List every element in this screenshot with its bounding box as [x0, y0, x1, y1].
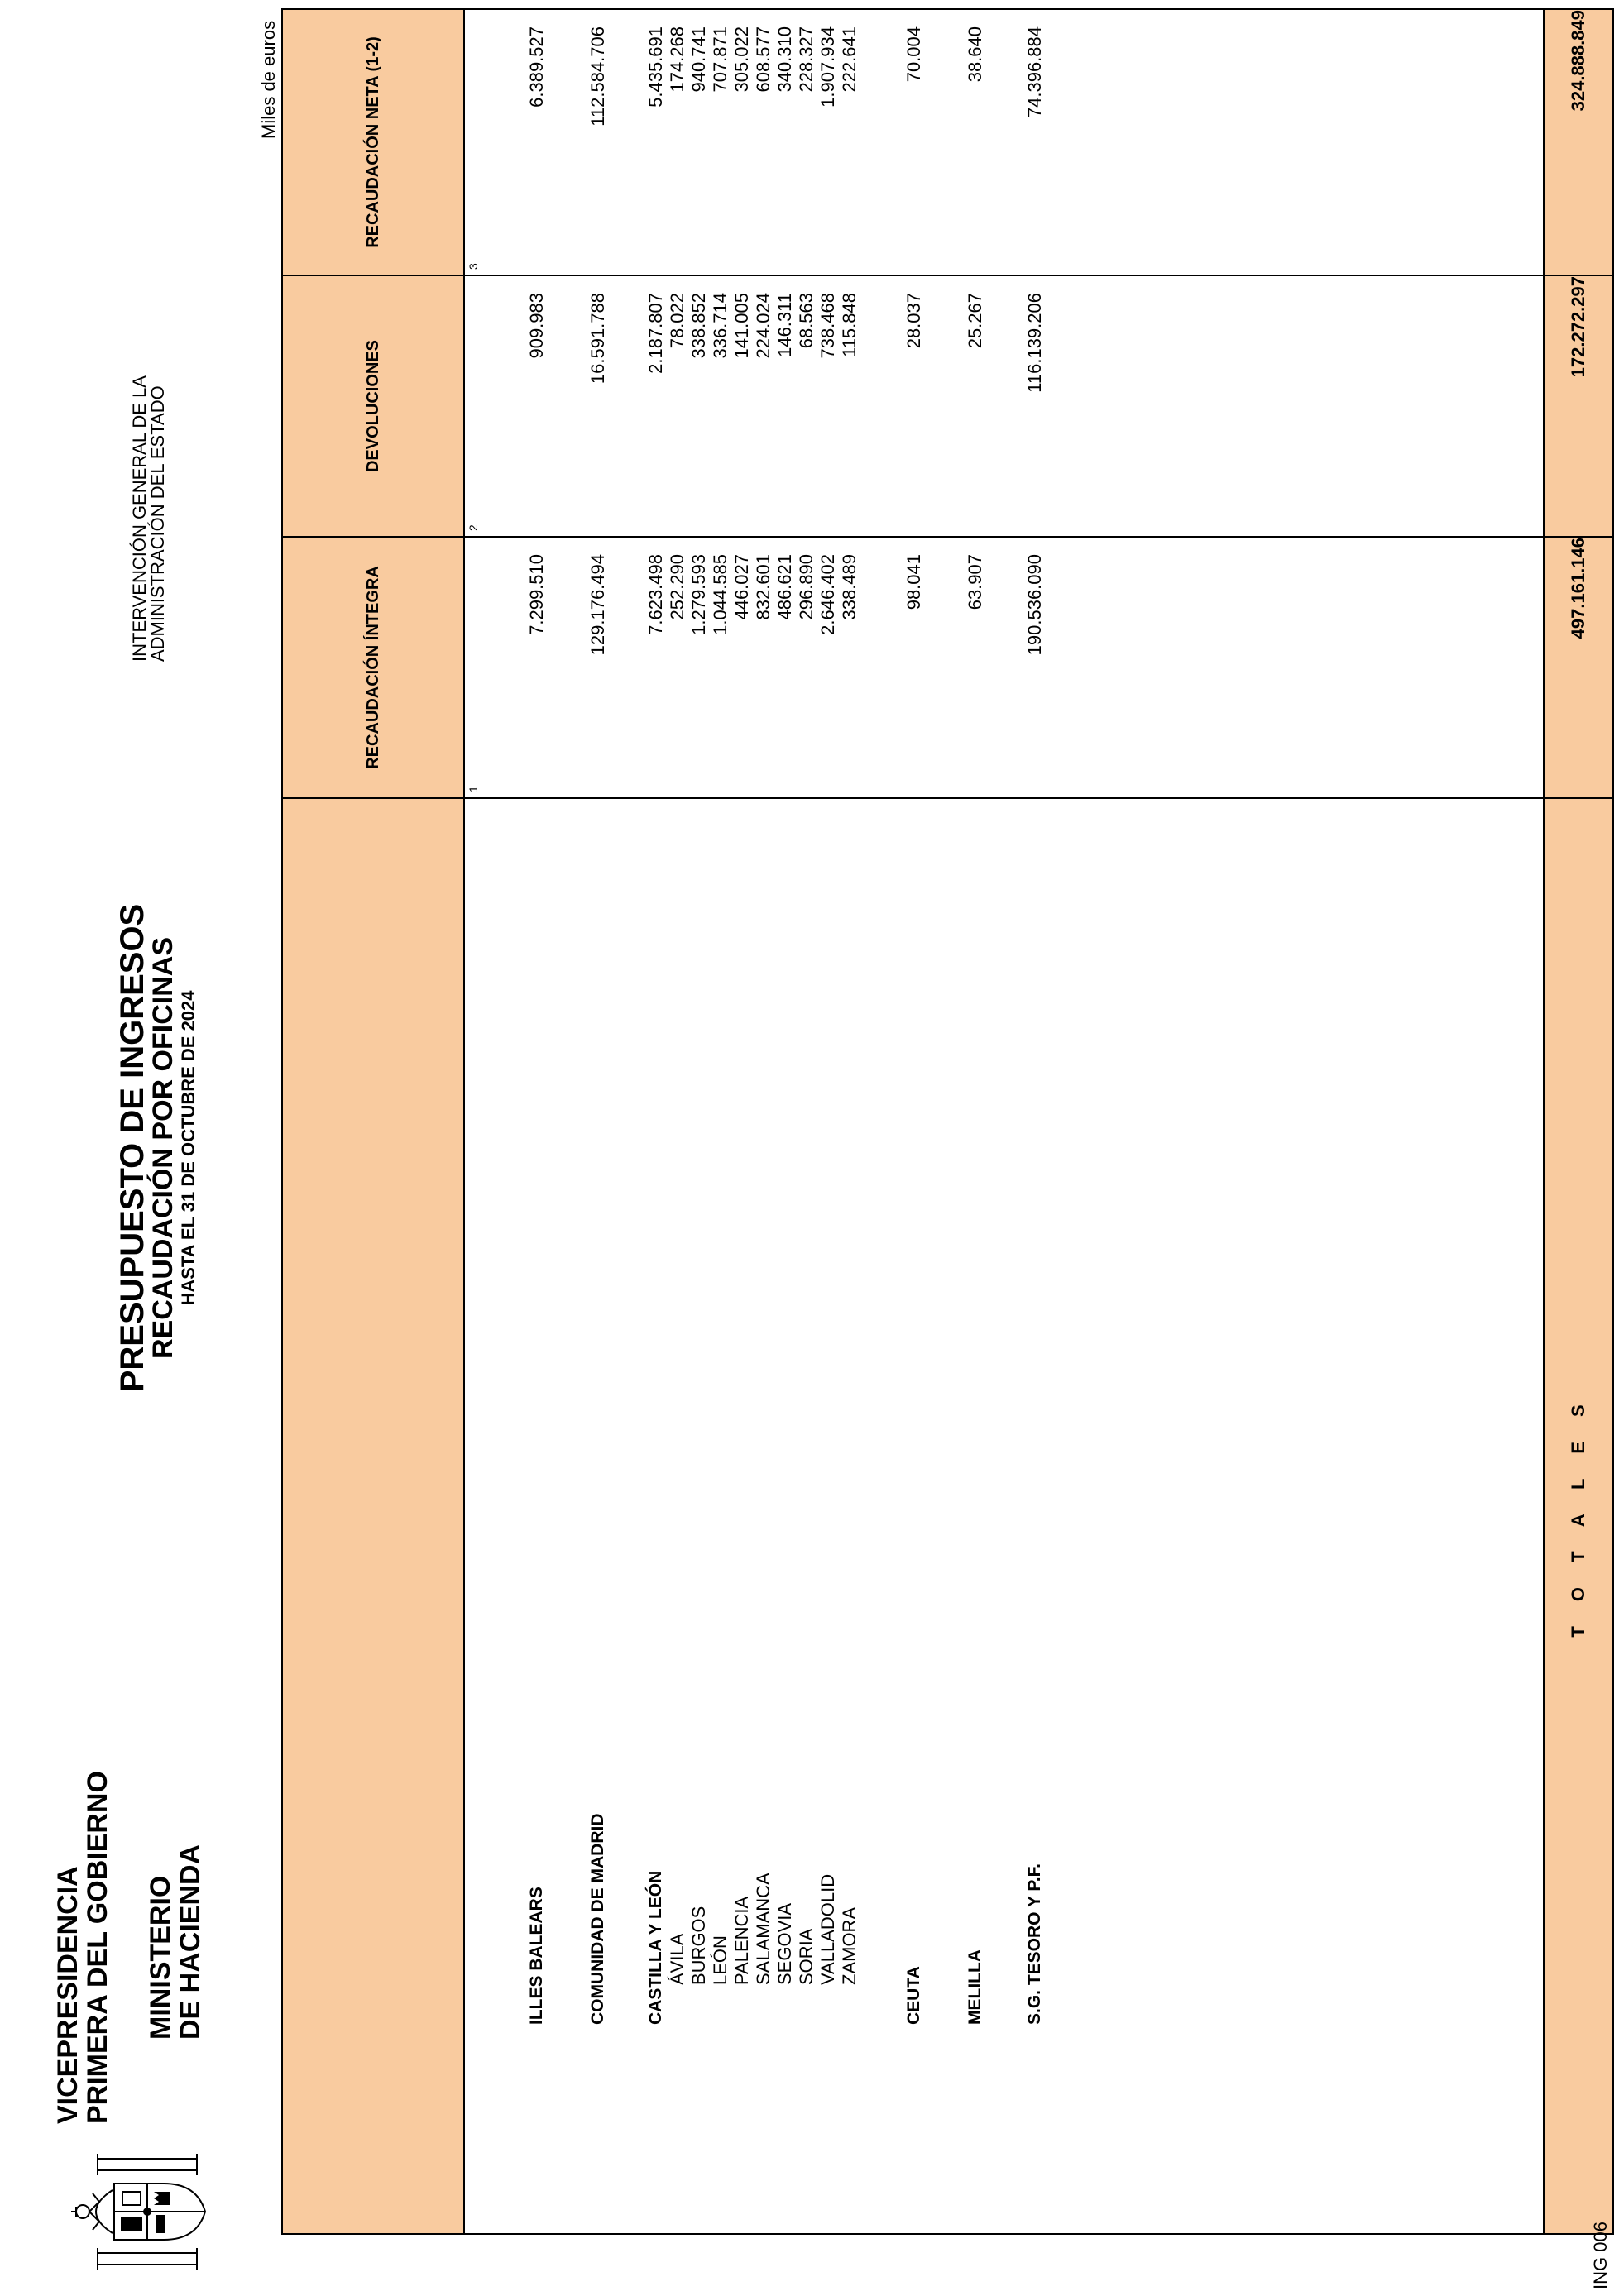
header-integra: RECAUDACIÓN ÍNTEGRA [282, 537, 464, 798]
table-body-row [464, 9, 1544, 2234]
devoluciones-column [464, 275, 1544, 537]
integra-value: 486.621 [774, 554, 795, 620]
integra-value: 63.907 [965, 554, 985, 610]
neta-value: 707.871 [710, 26, 731, 93]
office-name: PALENCIA [731, 1896, 752, 1985]
header-neta: RECAUDACIÓN NETA (1-2) [282, 9, 464, 275]
devoluciones-value: 16.591.788 [587, 293, 608, 385]
office-name: ÁVILA [667, 1933, 687, 1985]
header-office [282, 798, 464, 2234]
office-name: ZAMORA [839, 1906, 860, 1985]
neta-value: 608.577 [753, 26, 774, 93]
devoluciones-value: 2.187.807 [645, 293, 666, 374]
ministry-line-4: DE HACIENDA [175, 1844, 206, 2040]
integra-value: 296.890 [796, 554, 817, 620]
neta-value: 5.435.691 [645, 26, 666, 108]
ministry-line-2: PRIMERA DEL GOBIERNO [82, 1771, 113, 2124]
integra-value: 832.601 [753, 554, 774, 620]
devoluciones-value: 338.852 [688, 293, 709, 359]
devoluciones-value: 25.267 [965, 293, 985, 349]
neta-value: 222.641 [839, 26, 860, 93]
integra-value: 1.044.585 [710, 554, 731, 635]
office-name: S.G. TESORO Y P.F. [1025, 1863, 1044, 2025]
totals-row [1544, 9, 1613, 2234]
neta-value: 6.389.527 [526, 26, 547, 108]
igae-line-1: INTERVENCIÓN GENERAL DE LA [129, 375, 150, 662]
office-name: VALLADOLID [817, 1873, 838, 1985]
office-name: LEÓN [710, 1935, 731, 1985]
devoluciones-value: 116.139.206 [1024, 293, 1045, 393]
neta-value: 1.907.934 [817, 26, 838, 108]
column-number: 3 [467, 263, 480, 270]
devoluciones-value: 738.468 [817, 293, 838, 359]
devoluciones-value: 336.714 [710, 293, 731, 359]
devoluciones-value: 141.005 [731, 293, 752, 359]
devoluciones-value: 146.311 [774, 293, 795, 357]
devoluciones-value: 68.563 [796, 293, 817, 349]
integra-value: 7.299.510 [526, 554, 547, 635]
office-name: SALAMANCA [753, 1873, 774, 1985]
integra-value: 2.646.402 [817, 554, 838, 635]
neta-column [464, 9, 1544, 275]
neta-value: 112.584.706 [587, 26, 608, 127]
integra-column [464, 537, 1544, 798]
form-code: ING 006 [1590, 2222, 1611, 2289]
devoluciones-value: 224.024 [753, 293, 774, 359]
devoluciones-value: 115.848 [839, 293, 860, 357]
ministry-line-3: MINISTERIO [145, 1875, 176, 2040]
neta-value: 228.327 [796, 26, 817, 93]
neta-value: 70.004 [903, 26, 924, 83]
neta-value: 174.268 [667, 26, 687, 93]
igae-line-2: ADMINISTRACIÓN DEL ESTADO [147, 385, 168, 662]
header-devoluciones: DEVOLUCIONES [282, 275, 464, 537]
office-name: ILLES BALEARS [527, 1887, 546, 2025]
integra-value: 338.489 [839, 554, 860, 620]
ministry-line-1: VICEPRESIDENCIA [52, 1866, 84, 2124]
integra-value: 252.290 [667, 554, 687, 620]
office-name: SORIA [796, 1928, 817, 1985]
totals-label: T O T A L E S [1544, 798, 1613, 2234]
neta-value: 38.640 [965, 26, 985, 83]
report-subtitle: RECAUDACIÓN POR OFICINAS [147, 936, 179, 1360]
report-date: HASTA EL 31 DE OCTUBRE DE 2024 [178, 990, 199, 1306]
devoluciones-value: 909.983 [526, 293, 547, 359]
office-name: CEUTA [904, 1966, 923, 2025]
devoluciones-value: 28.037 [903, 293, 924, 349]
office-names-column [464, 798, 1544, 2234]
devoluciones-value: 78.022 [667, 293, 687, 349]
column-number: 1 [467, 786, 480, 792]
column-number: 2 [467, 524, 480, 531]
office-name: COMUNIDAD DE MADRID [588, 1813, 607, 2025]
neta-value: 340.310 [774, 26, 795, 93]
integra-value: 190.536.090 [1024, 554, 1045, 656]
report-title: PRESUPUESTO DE INGRESOS [114, 903, 151, 1393]
totals-integra: 497.161.146 [1544, 537, 1613, 798]
office-name: BURGOS [688, 1906, 709, 1985]
integra-value: 98.041 [903, 554, 924, 610]
revenue-table [281, 8, 1614, 2235]
neta-value: 940.741 [688, 26, 709, 93]
neta-value: 74.396.884 [1024, 26, 1045, 118]
office-name: SEGOVIA [774, 1902, 795, 1985]
table-header-row [282, 9, 464, 2234]
office-name: MELILLA [965, 1949, 984, 2025]
units-label: Miles de euros [258, 20, 279, 139]
totals-neta: 324.888.849 [1544, 9, 1613, 275]
totals-devoluciones: 172.272.297 [1544, 275, 1613, 537]
integra-value: 1.279.593 [688, 554, 709, 635]
office-name: CASTILLA Y LEÓN [646, 1870, 665, 2025]
integra-value: 7.623.498 [645, 554, 666, 635]
integra-value: 129.176.494 [587, 554, 608, 656]
integra-value: 446.027 [731, 554, 752, 620]
neta-value: 305.022 [731, 26, 752, 93]
